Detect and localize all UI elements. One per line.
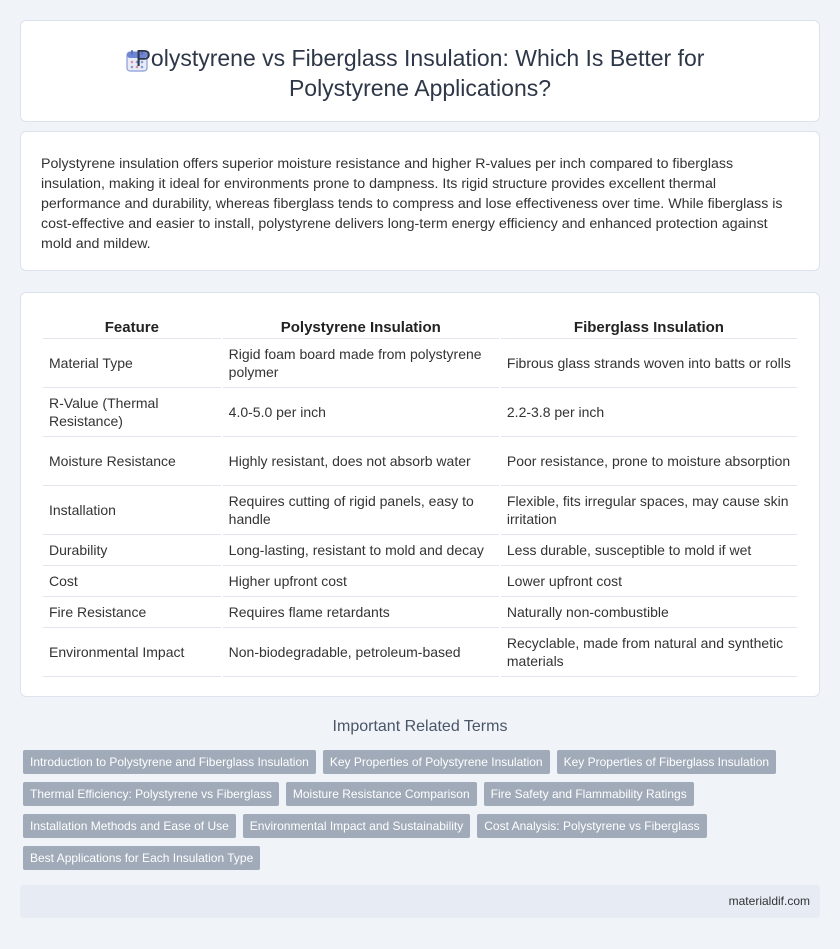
column-header-fiberglass: Fiberglass Insulation [501, 313, 797, 339]
column-header-polystyrene: Polystyrene Insulation [223, 313, 499, 339]
related-term-tag[interactable]: Best Applications for Each Insulation Type [23, 846, 260, 870]
table-cell-polystyrene: Requires cutting of rigid panels, easy to handle [223, 486, 499, 535]
table-cell-fiberglass: Fibrous glass strands woven into batts or rolls [501, 339, 797, 388]
table-cell-polystyrene: Higher upfront cost [223, 566, 499, 597]
table-cell-feature: Environmental Impact [43, 628, 221, 677]
table-cell-feature: Durability [43, 535, 221, 566]
footer-site-link[interactable]: materialdif.com [728, 894, 810, 908]
related-term-tag[interactable]: Installation Methods and Ease of Use [23, 814, 236, 838]
table-cell-polystyrene: Rigid foam board made from polystyrene polymer [223, 339, 499, 388]
table-cell-polystyrene: Highly resistant, does not absorb water [223, 437, 499, 486]
related-term-tag[interactable]: Key Properties of Polystyrene Insulation [323, 750, 550, 774]
table-cell-polystyrene: Requires flame retardants [223, 597, 499, 628]
related-term-tag[interactable]: Environmental Impact and Sustainability [243, 814, 470, 838]
table-cell-fiberglass: Naturally non-combustible [501, 597, 797, 628]
column-header-feature: Feature [43, 313, 221, 339]
page-title [21, 43, 819, 103]
related-term-tag[interactable]: Fire Safety and Flammability Ratings [484, 782, 694, 806]
table-cell-fiberglass: 2.2-3.8 per inch [501, 388, 797, 437]
related-terms-list [23, 750, 813, 870]
table-cell-feature: Moisture Resistance [43, 437, 221, 486]
table-row [43, 566, 797, 597]
intro-card [20, 131, 820, 271]
table-cell-fiberglass: Poor resistance, prone to moisture absorption [501, 437, 797, 486]
table-cell-feature: Fire Resistance [43, 597, 221, 628]
page-title-line-1: Polystyrene vs Fiberglass Insulation: Which Is Better for [135, 45, 705, 71]
table-header-row [43, 313, 797, 339]
header-card [20, 20, 820, 122]
intro-paragraph: Polystyrene insulation offers superior moisture resistance and higher R-values per inch compared to fiberglass insulation, making it ideal for environments prone to dampness. Its rigid structure provides excellent thermal performance and durability, whereas fiberglass tends to compress and lose effectiveness over time. While fiberglass is cost-effective and easier to install, polystyrene delivers long-term energy efficiency and enhanced protection against mold and mildew. [41, 156, 783, 252]
table-cell-fiberglass: Recyclable, made from natural and synthetic materials [501, 628, 797, 677]
related-term-tag[interactable]: Moisture Resistance Comparison [286, 782, 477, 806]
table-cell-fiberglass: Less durable, susceptible to mold if wet [501, 535, 797, 566]
table-cell-feature: Cost [43, 566, 221, 597]
related-terms-heading: Important Related Terms [332, 718, 508, 735]
table-row [43, 535, 797, 566]
comparison-table-card [20, 292, 820, 697]
table-row [43, 486, 797, 535]
related-term-tag[interactable]: Introduction to Polystyrene and Fiberglass Insulation [23, 750, 316, 774]
table-cell-fiberglass: Flexible, fits irregular spaces, may cause skin irritation [501, 486, 797, 535]
table-cell-feature: Material Type [43, 339, 221, 388]
table-cell-feature: Installation [43, 486, 221, 535]
page-title-line-2: Polystyrene Applications? [288, 75, 552, 101]
comparison-table [41, 313, 799, 677]
table-cell-fiberglass: Lower upfront cost [501, 566, 797, 597]
table-row [43, 628, 797, 677]
footer [20, 885, 820, 918]
table-row [43, 437, 797, 486]
table-cell-polystyrene: Long-lasting, resistant to mold and decay [223, 535, 499, 566]
table-row [43, 388, 797, 437]
table-cell-feature: R-Value (Thermal Resistance) [43, 388, 221, 437]
related-term-tag[interactable]: Key Properties of Fiberglass Insulation [557, 750, 776, 774]
table-row [43, 597, 797, 628]
table-cell-polystyrene: Non-biodegradable, petroleum-based [223, 628, 499, 677]
table-row [43, 339, 797, 388]
related-term-tag[interactable]: Thermal Efficiency: Polystyrene vs Fiberglass [23, 782, 279, 806]
table-cell-polystyrene: 4.0-5.0 per inch [223, 388, 499, 437]
related-term-tag[interactable]: Cost Analysis: Polystyrene vs Fiberglass [477, 814, 706, 838]
